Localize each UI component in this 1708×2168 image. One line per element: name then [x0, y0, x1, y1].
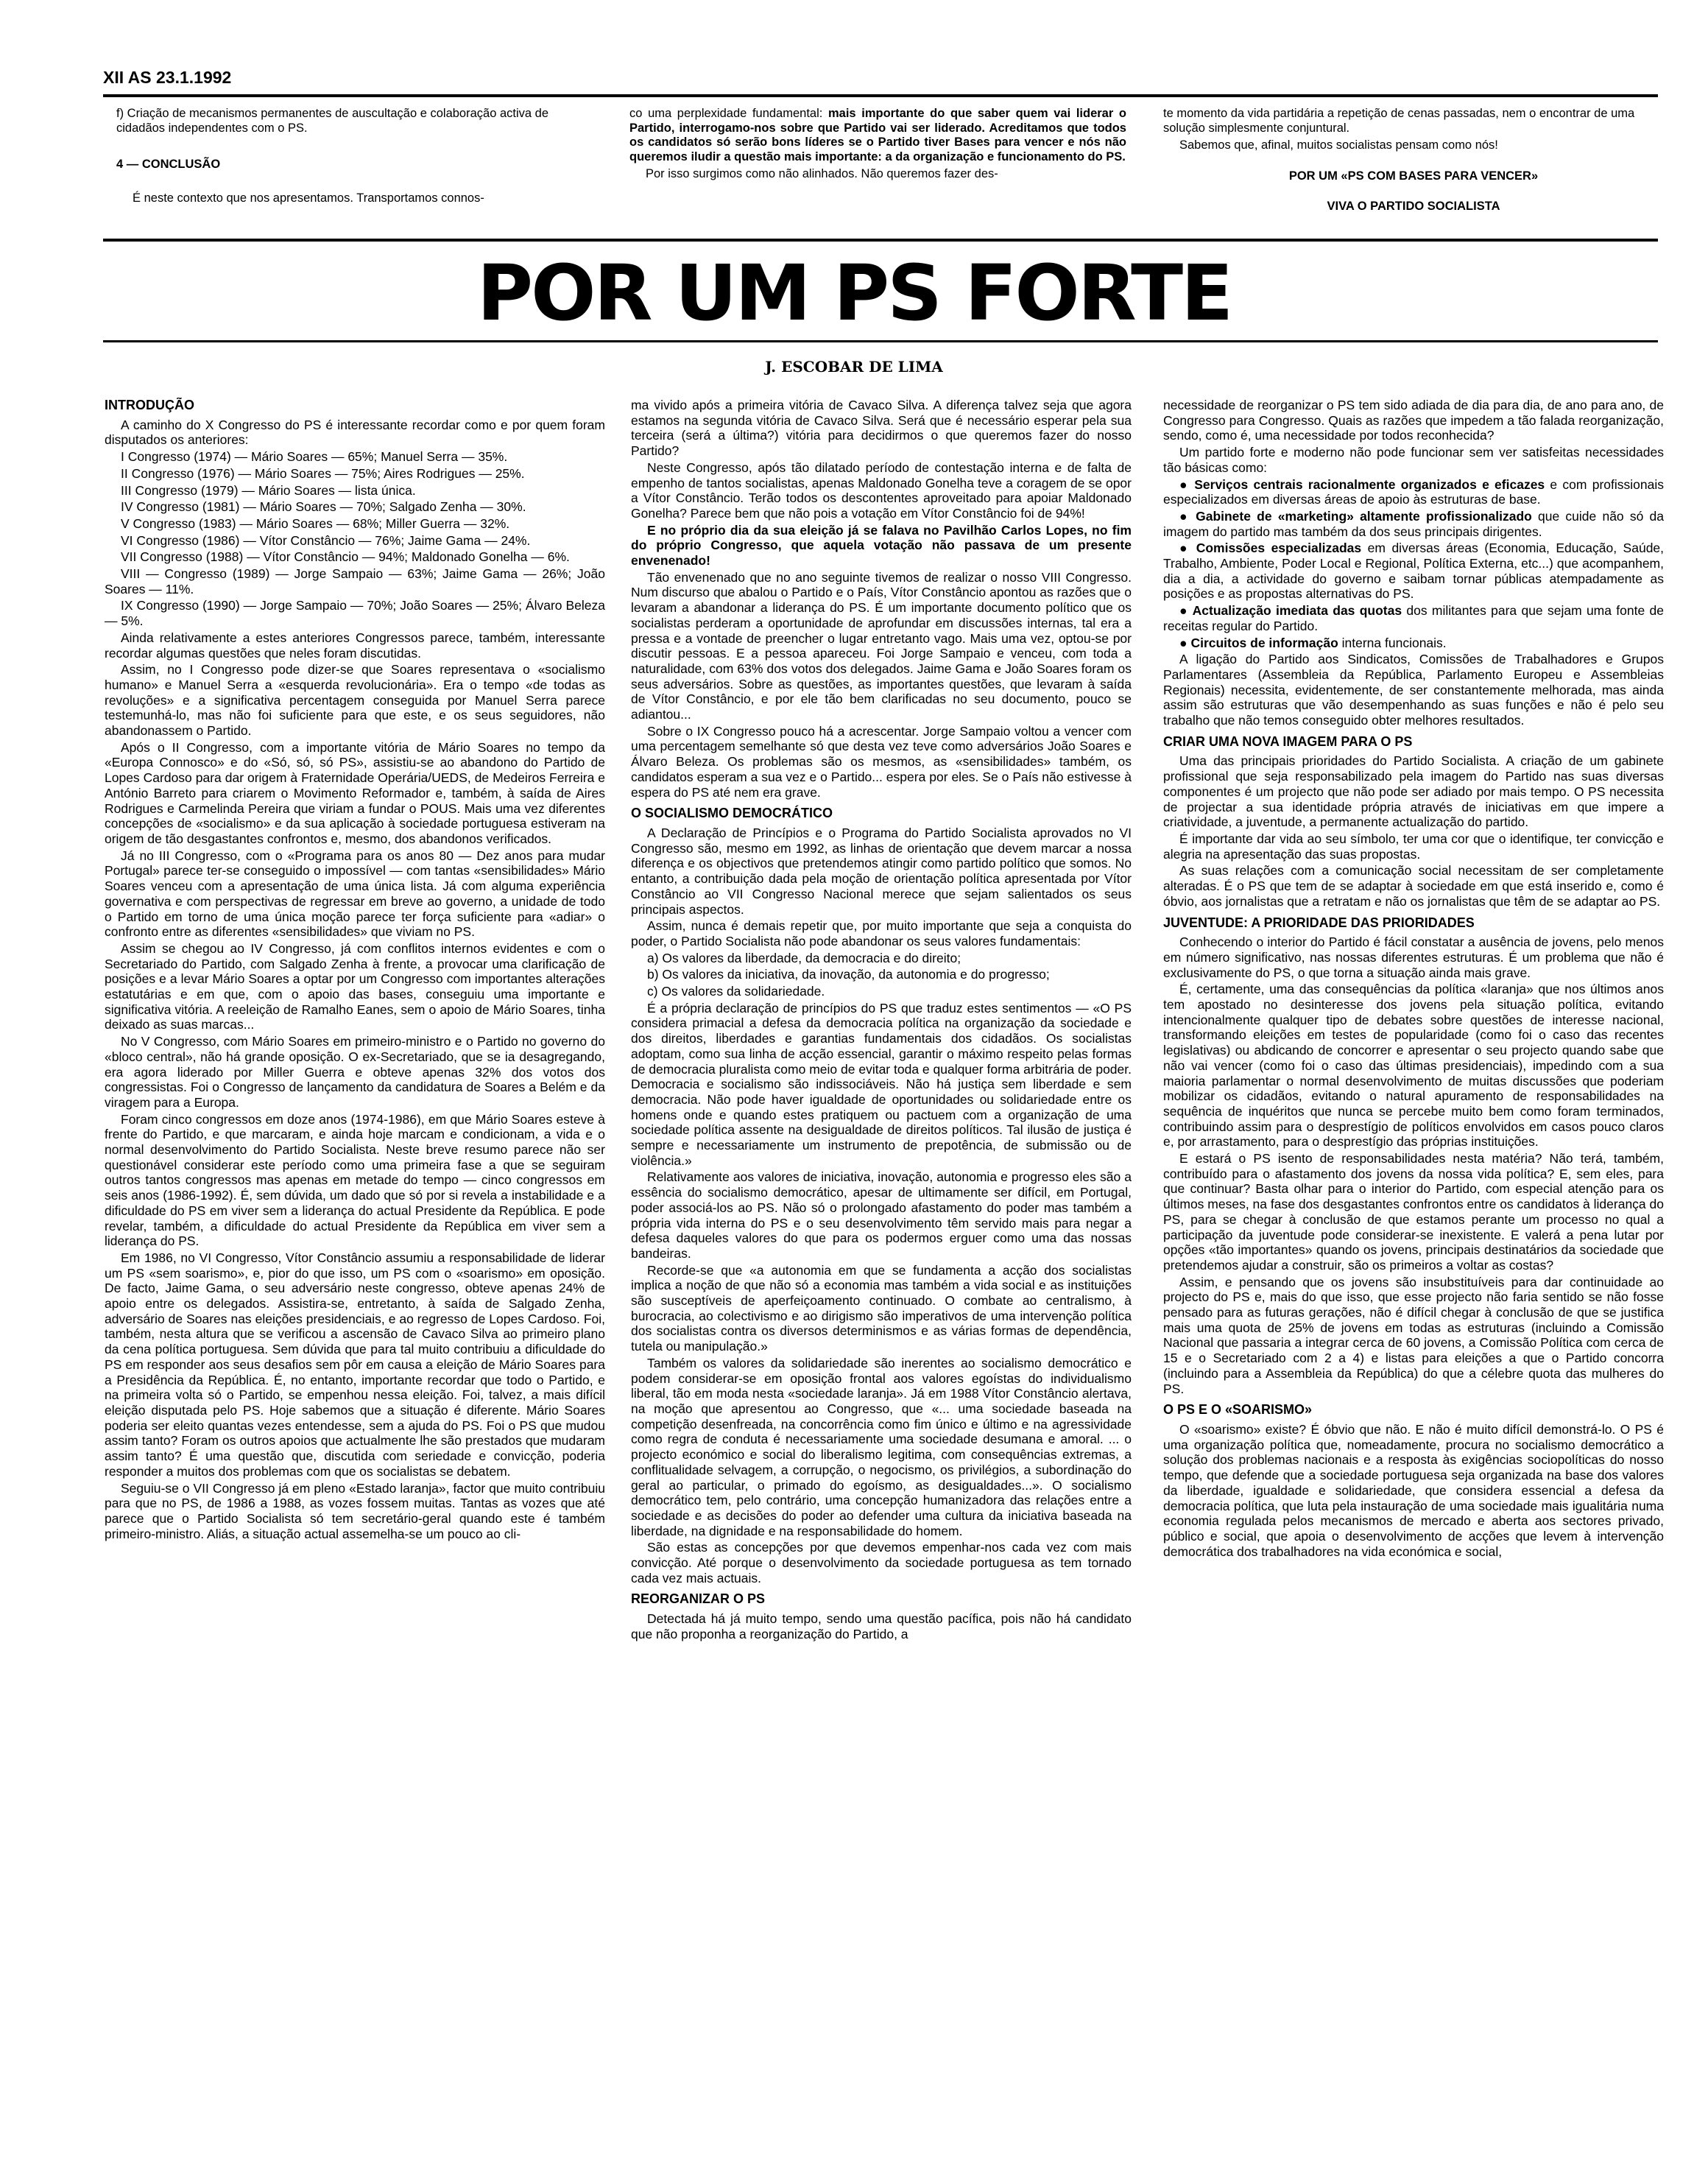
paragraph: Detectada há já muito tempo, sendo uma questão pacífica, pois não há candidato que não proponha a reorganização do Partido, a: [631, 1611, 1132, 1641]
paragraph: Sobre o IX Congresso pouco há a acrescentar. Jorge Sampaio voltou a vencer com uma percentagem semelhante só que desta vez teve como adversários João Soares e Álvaro Beleza. Os problemas são os mesmos, as «sensibilidades» também, os candidatos esperam a sua vez e o Partido... espera por eles. Se o País não estivesse à espera do PS até nem era grave.: [631, 723, 1132, 800]
article-column-1: [105, 398, 605, 2143]
article-column-3: [1163, 398, 1664, 2143]
top-strip-col-1: [116, 107, 595, 208]
bullet-lead: Serviços centrais racionalmente organizados e eficazes: [1194, 476, 1545, 492]
paragraph: O «soarismo» existe? É óbvio que não. E não é muito difícil demonstrá-lo. O PS é uma organização política que, nomeadamente, procura no socialismo democrático a solução dos problemas nacionais e a resposta às exigências sociopolíticas do nosso tempo, que defende que a sociedade portuguesa seja organizada na base dos valores da liberdade, igualdade e solidariedade, que considera essencial a defesa da democracia política, que luta pela instauração de uma sociedade mais igualitária numa economia regulada pelos mecanismos de mercado e aberta aos sectores privado, público e social, que apoia o desenvolvimento de acções que levem à intervenção democrática dos trabalhadores na vida económica e social,: [1163, 1422, 1664, 1559]
paragraph: Relativamente aos valores de iniciativa, inovação, autonomia e progresso eles são a essência do socialismo democrático, apesar de ultimamente ser difícil, em Portugal, poder associá-los ao PS. Não só o prolongado afastamento do poder mas também a própria vida interna do PS e o seu desenvolvimento têm servido mais para negar a defesa daqueles valores do que para os podermos erguer como uma das nossas bandeiras.: [631, 1169, 1132, 1261]
section-heading: O PS E O «SOARISMO»: [1163, 1402, 1313, 1418]
headline-top-rule: [103, 239, 1658, 242]
paragraph: VII Congresso (1988) — Vítor Constâncio — 94%; Maldonado Gonelha — 6%.: [121, 549, 570, 565]
paragraph: IV Congresso (1981) — Mário Soares — 70%; Salgado Zenha — 30%.: [121, 499, 526, 515]
paragraph: A ligação do Partido aos Sindicatos, Comissões de Trabalhadores e Grupos Parlamentares (Assembleia da República, Parlamento Europeu e Assembleias Regionais) necessita, evidentemente, de ser constantemente melhorada, mas ainda assim são estruturas que vão desempenhando as suas funções e não é pelo seu trabalho que não temos conseguido obter melhores resultados.: [1163, 652, 1664, 728]
paragraph: Assim, nunca é demais repetir que, por muito importante que seja a conquista do poder, o Partido Socialista não pode abandonar os seus valores fundamentais:: [631, 918, 1132, 948]
bullet-icon: ●: [1179, 541, 1196, 556]
section-heading: REORGANIZAR O PS: [631, 1591, 766, 1607]
bullet-item: [1163, 509, 1664, 539]
top-col3-para-1: te momento da vida partidária a repetição de cenas passadas, nem o encontrar de uma solução simplesmente conjuntural.: [1163, 107, 1635, 135]
paragraph: Já no III Congresso, com o «Programa para os anos 80 — Dez anos para mudar Portugal» parece ter-se conseguido o impossível — com tantas «sensibilidades» Mário Soares venceu com a apresentação de uma única lista. Já com alguma experiência governativa e com perspectivas de regressar em breve ao governo, a unidade de todo o Partido em torno de uma única moção parece ter força suficiente para «adiar» o confronto entre as diferentes «sensibilidades» que viviam no PS.: [105, 848, 605, 940]
bullet-text: em diversas áreas (Economia, Educação, Saúde, Trabalho, Ambiente, Poder Local e Regional, Política Externa, etc...) que acompanhem, dia a dia, a actividade do governo e saibam tornar públicas atempadamente as posições e as propostas alternativas do PS.: [1163, 541, 1664, 602]
bullet-lead: Gabinete de «marketing» altamente profissionalizado: [1196, 508, 1532, 524]
bullet-lead: Actualização imediata das quotas: [1192, 603, 1402, 619]
paragraph: Foram cinco congressos em doze anos (1974-1986), em que Mário Soares esteve à frente do Partido, e que marcaram, e ainda hoje marcam e condicionam, a vida e o normal desenvolvimento do Partido Socialista. Neste breve resumo parece não ser questionável considerar este período como uma primeira fase a que se seguiram outros tantos congressos mas apenas em metade do tempo — cinco congressos em seis anos (1986-1992). É, sem dúvida, um dado que só por si revela a instabilidade e a dificuldade do PS em viver sem a liderança do actual Presidente da República. E pode revelar, também, a dificuldade do actual Presidente da República em viver sem a liderança do PS.: [105, 1111, 605, 1249]
paragraph: II Congresso (1976) — Mário Soares — 75%; Aires Rodrigues — 25%.: [121, 465, 525, 481]
top-strip-col-3: [1163, 107, 1664, 217]
paragraph: Após o II Congresso, com a importante vitória de Mário Soares no tempo da «Europa Connosco» e do «Só, só, só PS», assistiu-se ao abandono do Partido de Lopes Cardoso para dar origem à Fraternidade Operária/UEDS, de Medeiros Ferreira e António Barreto para criarem o Movimento Reformador e, também, à saída de Aires Rodrigues e Carmelinda Pereira que viriam a fundar o POUS. Mais uma vez diferentes concepções de «socialismo» e da sua aplicação à sociedade portuguesa estiveram na origem de tão desgastantes confrontos e, mesmo, dos abandonos verificados.: [105, 739, 605, 846]
paragraph: Seguiu-se o VII Congresso já em pleno «Estado laranja», factor que muito contribuiu para que no PS, de 1986 a 1988, as vozes fossem muitas. Tantas as vozes que até parece que o Partido Socialista só tem secretário-geral quando este é também primeiro-ministro. Aliás, a situação actual assemelha-se um pouco ao cli-: [105, 1480, 605, 1541]
paragraph: Assim se chegou ao IV Congresso, já com conflitos internos evidentes e com o Secretariado do Partido, com Salgado Zenha à frente, a provocar uma clarificação de posições e a levar Mário Soares a optar por um Congresso com importantes alterações estatutárias e em que, com o apoio das bases, conseguiu uma importante e significativa vitória. A reeleição de Ramalho Eanes, sem o apoio de Mário Soares, tinha deixado as suas marcas...: [105, 940, 605, 1032]
paragraph: No V Congresso, com Mário Soares em primeiro-ministro e o Partido no governo do «bloco central», não há grande oposição. O ex-Secretariado, que se ia desagregando, era agora liderado por Miller Guerra e obteve apenas 32% dos votos dos congressistas. Foi o Congresso de lançamento da candidatura de Soares a Belém e da viragem para a Europa.: [105, 1034, 605, 1110]
paragraph: É importante dar vida ao seu símbolo, ter uma cor que o identifique, ter convicção e alegria na apresentação das suas propostas.: [1163, 831, 1664, 862]
paragraph: São estas as concepções por que devemos empenhar-nos cada vez com mais convicção. Até porque o desenvolvimento da sociedade portuguesa as tem tornado cada vez mais actuais.: [631, 1540, 1132, 1585]
bullet-icon: ●: [1179, 476, 1195, 492]
paragraph: Também os valores da solidariedade são inerentes ao socialismo democrático e podem considerar-se em oposição frontal aos valores egoístas do individualismo liberal, tão em moda nesta «sociedade laranja». Já em 1988 Vítor Constâncio alertava, na moção que apresentou ao Congresso, que «... uma sociedade baseada na competição desenfreada, na concorrência como fim único e último e na agressividade como regra de conduta é necessariamente uma sociedade desumana e amoral. ... o projecto económico e social do liberalismo legitima, com consequências extremas, a conflitualidade selvagem, a corrupção, o negocismo, os privilégios, a subordinação do geral ao particular, o primado do egoísmo, as desigualdades...». O socialismo democrático tem, pelo contrário, uma concepção humanizadora das relações entre a sociedade e as decisões do poder ao defender uma cultura da iniciativa baseada na liberdade, na dignidade e na responsabilidade do homem.: [631, 1355, 1132, 1538]
paragraph: É, certamente, uma das consequências da política «laranja» que nos últimos anos tem apostado no desinteresse dos jovens pela situação política, evitando intencionalmente qualquer tipo de debates sobre questões de interesse nacional, transformando eleições em testes de popularidade (como foi o caso das recentes legislativas) ou abdicando de concorrer e apresentar o seu projecto quando sabe que não vai vencer (como foi o caso das últimas presidenciais), impedindo com a sua maioria parlamentar o normal desenvolvimento de muitas discussões que poderiam mobilizar os cidadãos, evitando o natural apuramento de responsabilidades na sequência de inquéritos que nunca se percebe muito bem como foram terminados, contribuindo assim para o desprestígio de políticos envolvidos em casos pouco claros e, por arrastamento, para o desprestígio das próprias instituições.: [1163, 982, 1664, 1150]
paragraph: Recorde-se que «a autonomia em que se fundamenta a acção dos socialistas implica a noção de que não só a economia mas também a vida social e as instituições são susceptíveis de aperfeiçoamento continuado. O combate ao centralismo, à burocracia, ao colectivismo e ao dirigismo são imperativos de uma intervenção política dos socialistas contra os diversos determinismos e as várias formas de dependência, tutela ou manipulação.»: [631, 1262, 1132, 1354]
paragraph: A Declaração de Princípios e o Programa do Partido Socialista aprovados no VI Congresso são, mesmo em 1992, as linhas de orientação que devem marcar a nossa diferença e os objectivos que pretendemos atingir como partido político que somos. No entanto, a contribuição dada pela moção de orientação política apresentada por Vítor Constâncio ao VII Congresso Nacional merece que sejam salientados os seus principais aspectos.: [631, 825, 1132, 917]
bullet-text: interna funcionais.: [1338, 635, 1447, 650]
top-col2-para-2: Por isso surgimos como não alinhados. Não queremos fazer des-: [646, 167, 998, 180]
bullet-lead: Comissões especializadas: [1196, 541, 1362, 556]
header-rule: [103, 94, 1658, 97]
paragraph: IX Congresso (1990) — Jorge Sampaio — 70%; João Soares — 25%; Álvaro Beleza — 5%.: [105, 598, 605, 629]
paragraph: Ainda relativamente a estes anteriores Congressos parece, também, interessante recordar algumas questões que neles foram discutidas.: [105, 630, 605, 661]
top-item-f: f) Criação de mecanismos permanentes de auscultação e colaboração activa de cidadãos independentes com o PS.: [116, 107, 548, 135]
bullet-text: que cuide não só da imagem do partido mas também da dos seus principais dirigentes.: [1163, 508, 1664, 539]
paragraph: Conhecendo o interior do Partido é fácil constatar a ausência de jovens, pelo menos em número significativo, nas nossas diferentes estruturas. É um problema que não é exclusivamente do PS, o que torna a situação ainda mais grave.: [1163, 935, 1664, 980]
bullet-item: [1163, 541, 1664, 602]
paragraph: b) Os valores da iniciativa, da inovação, da autonomia e do progresso;: [647, 967, 1050, 982]
byline: J. ESCOBAR DE LIMA: [765, 358, 943, 376]
bullet-lead: Circuitos de informação: [1190, 635, 1338, 650]
paragraph: VIII — Congresso (1989) — Jorge Sampaio — 63%; Jaime Gama — 26%; João Soares — 11%.: [105, 566, 605, 596]
paragraph: É a própria declaração de princípios do PS que traduz estes sentimentos — «O PS considera primacial a defesa da democracia política na organização da sociedade e dos direitos, liberdades e garantias fundamentais dos cidadãos. Os socialistas adoptam, como sua linha de acção essencial, garantir o máximo respeito pelas formas de democracia pluralista como meio de evitar toda e qualquer forma arbitrária de poder. Democracia e socialismo são indissociáveis. Não há justiça sem liberdade e sem democracia. Não pode haver igualdade de oportunidades ou solidariedade entre os homens onde e quando estes pratiquem ou pactuem com a organização de uma sociedade política assente na desigualdade de direitos políticos. Tal ilusão de justiça é sempre e necessariamente um instrumento de prepotência, de submissão ou de violência.»: [631, 1000, 1132, 1168]
top-heading-conclusao: 4 — CONCLUSÃO: [116, 158, 221, 171]
section-heading: O SOCIALISMO DEMOCRÁTICO: [631, 806, 833, 821]
headline-bottom-rule: [103, 340, 1658, 342]
bullet-item: [1163, 603, 1664, 633]
paragraph: Assim, no I Congresso pode dizer-se que Soares representava o «socialismo humano» e Manuel Serra a «esquerda revolucionária». Era o tempo «de todas as revoluções» e a significativa percentagem conseguida por Manuel Serra parece testemunhá-lo, mas não foi suficiente para que este, e os seus seguidores, não abandonassem o Partido.: [105, 662, 605, 739]
paragraph: E no próprio dia da sua eleição já se falava no Pavilhão Carlos Lopes, no fim do próprio Congresso, que aquela votação não passava de um presente envenenado!: [631, 522, 1132, 569]
bullet-text: e com profissionais especializados em diversas áreas de apoio às estruturas de base.: [1163, 476, 1664, 507]
paragraph: A caminho do X Congresso do PS é interessante recordar como e por quem foram disputados os anteriores:: [105, 417, 605, 448]
paragraph: As suas relações com a comunicação social necessitam de ser completamente alteradas. É o PS que tem de se adaptar à sociedade em que está inserido e, como é óbvio, aos jornalistas que a retratam e não os jornalistas que têm de se adaptar ao PS.: [1163, 863, 1664, 909]
paragraph: a) Os valores da liberdade, da democracia e do direito;: [647, 950, 961, 965]
section-heading: CRIAR UMA NOVA IMAGEM PARA O PS: [1163, 733, 1413, 749]
paragraph: I Congresso (1974) — Mário Soares — 65%; Manuel Serra — 35%.: [121, 449, 508, 465]
paragraph: Assim, e pensando que os jovens são insubstituíveis para dar continuidade ao projecto do PS e, mais do que isso, que esse projecto não faria sentido se não fosse pensado para as futuras gerações, não é difícil chegar à conclusão de que se justifica mais uma quota de 25% de jovens em todas as estruturas (incluindo a Comissão Nacional que passaria a integrar cerca de 60 jovens, a Comissão Política com cerca de 15 e o Secretariado com 2 a 4) e listas para eleições a que o Partido concorra (incluindo para a Assembleia da República) do que a célebre quota das mulheres do PS.: [1163, 1274, 1664, 1396]
bullet-text: dos militantes para que sejam uma fonte de receitas regular do Partido.: [1163, 603, 1664, 633]
paragraph: III Congresso (1979) — Mário Soares — lista única.: [121, 482, 416, 498]
top-slogan-1: POR UM «PS COM BASES PARA VENCER»: [1288, 169, 1539, 183]
paragraph: Em 1986, no VI Congresso, Vítor Constâncio assumiu a responsabilidade de liderar um PS «sem soarismo», e, pior do que isso, um PS com o «soarismo» em oposição. De facto, Jaime Gama, o seu adversário neste congresso, obteve apenas 24% de apoio entre os delegados. Assistira-se, entretanto, à saída de Salgado Zenha, adversário de Soares nas eleições presidenciais, e ao regresso de Lopes Cardoso. Foi, também, nesta altura que se verificou a ascensão de Cavaco Silva ao primeiro plano da cena política portuguesa. Sem dúvida que para tal muito contribuiu a dificuldade do PS em responder aos seus desafios sem pôr em causa a eleição de Mário Soares para a Presidência da República. É, no entanto, importante recordar que todo o Partido, e na primeira volta só o Partido, se empenhou nessa eleição. Foi, talvez, a mais difícil eleição disputada pelo PS. Hoje sabemos que a situação é diferente. Mário Soares poderia ser eleito quantas vezes entendesse, sem a ajuda do PS. Foi o PS que mudou assim tanto? Foram os outros apoios que actualmente lhe são prestados que mudaram assim tanto? É uma questão que, discutida com seriedade e convicção, poderia responder a muitos dos problemas com que os socialistas se debatem.: [105, 1250, 605, 1479]
bullet-item: [1163, 477, 1664, 507]
page-header: XII AS 23.1.1992: [103, 68, 232, 87]
paragraph: Uma das principais prioridades do Partido Socialista. A criação de um gabinete profissional que seja responsabilizado pela imagem do Partido nas suas diversas componentes é um projecto que não pode ser adiado por mais tempo. O PS necessita de projectar a sua identidade própria através de iniciativas em que impere a criatividade, a juventude, a permanente actualização do partido.: [1163, 753, 1664, 830]
top-slogan-2: VIVA O PARTIDO SOCIALISTA: [1327, 200, 1500, 213]
paragraph: necessidade de reorganizar o PS tem sido adiada de dia para dia, de ano para ano, de Congresso para Congresso. Quais as razões que impedem a tão falada reorganização, sendo, como é, uma necessidade por todos reconhecida?: [1163, 398, 1664, 443]
bullet-icon: ●: [1179, 508, 1196, 524]
paragraph: Tão envenenado que no ano seguinte tivemos de realizar o nosso VIII Congresso. Num discurso que abalou o Partido e o País, Vítor Constâncio apontou as razões que o levaram a abandonar a liderança do PS. É um importante documento político que os socialistas perderam a oportunidade de aprofundar em discussões internas, tal era a pressa e a vontade de preencher o lugar entretanto vago. Mais uma vez, optou-se por discutir pessoas. E a pessoa apareceu. Foi Jorge Sampaio e venceu, com toda a naturalidade, com 63% dos votos dos delegados. Jaime Gama e João Soares foram os seus adversários. Sobre as questões, as importantes questões, que levaram à saída de Vítor Constâncio, e por ele tão bem clarificadas no seu documento, pouco se adiantou...: [631, 569, 1132, 722]
bullet-item: [1163, 636, 1664, 651]
paragraph: V Congresso (1983) — Mário Soares — 68%; Miller Guerra — 32%.: [121, 515, 510, 531]
section-heading: INTRODUÇÃO: [105, 398, 194, 412]
top-col2-para-1: co uma perplexidade fundamental: mais importante do que saber quem vai liderar o Partido, interrogamo-nos sobre que Partido vai ser liderado. Acreditamos que todos os candidatos só serão bons líderes se o Partido tiver Bases para vencer e nós não queremos iludir a questão mais importante: a da organização e funcionamento do PS.: [629, 107, 1127, 163]
bullet-icon: ●: [1179, 603, 1193, 619]
paragraph: Neste Congresso, após tão dilatado período de contestação interna e de falta de empenho de tantos socialistas, apenas Maldonado Gonelha teve a coragem de se opor a Vítor Constâncio. Terão todos os descontentes aproveitado para apoiar Maldonado Gonelha? Parece bem que não pois a votação em Vítor Constâncio foi de 94%!: [631, 460, 1132, 521]
paragraph: E estará o PS isento de responsabilidades nesta matéria? Não terá, também, contribuído para o afastamento dos jovens da nossa vida política? E, sem eles, para que continuar? Basta olhar para o interior do Partido, com especial atenção para os últimos meses, na fase dos desgastantes confrontos entre os candidatos à liderança do PS, para se chegar à conclusão de que estamos perante um processo no qual a participação da juventude pode considerar-se inexistente. E valerá a pena lutar por opções «tão importantes» quando os jovens, principais destinatários da sociedade que pretendemos ajudar a construir, são os primeiros a voltar as costas?: [1163, 1151, 1664, 1273]
paragraph: VI Congresso (1986) — Vítor Constâncio — 76%; Jaime Gama — 24%.: [121, 532, 531, 548]
article-column-2: [631, 398, 1132, 2143]
paragraph: ma vivido após a primeira vitória de Cavaco Silva. A diferença talvez seja que agora estamos na segunda vitória de Cavaco Silva. Será que é necessário esperar pela sua terceira (será a última?) vitória para decidirmos o que queremos fazer do nosso Partido?: [631, 398, 1132, 459]
top-col3-para-2: Sabemos que, afinal, muitos socialistas pensam como nós!: [1179, 138, 1498, 152]
top-strip-col-2: [629, 107, 1126, 185]
paragraph: Um partido forte e moderno não pode funcionar sem ver satisfeitas necessidades tão básicas como:: [1163, 445, 1664, 475]
bullet-icon: ●: [1179, 635, 1191, 650]
top-col1-text: É neste contexto que nos apresentamos. Transportamos connos-: [133, 191, 484, 205]
section-heading: JUVENTUDE: A PRIORIDADE DAS PRIORIDADES: [1163, 915, 1475, 930]
headline: POR UM PS FORTE: [476, 248, 1232, 338]
paragraph: c) Os valores da solidariedade.: [647, 984, 825, 999]
